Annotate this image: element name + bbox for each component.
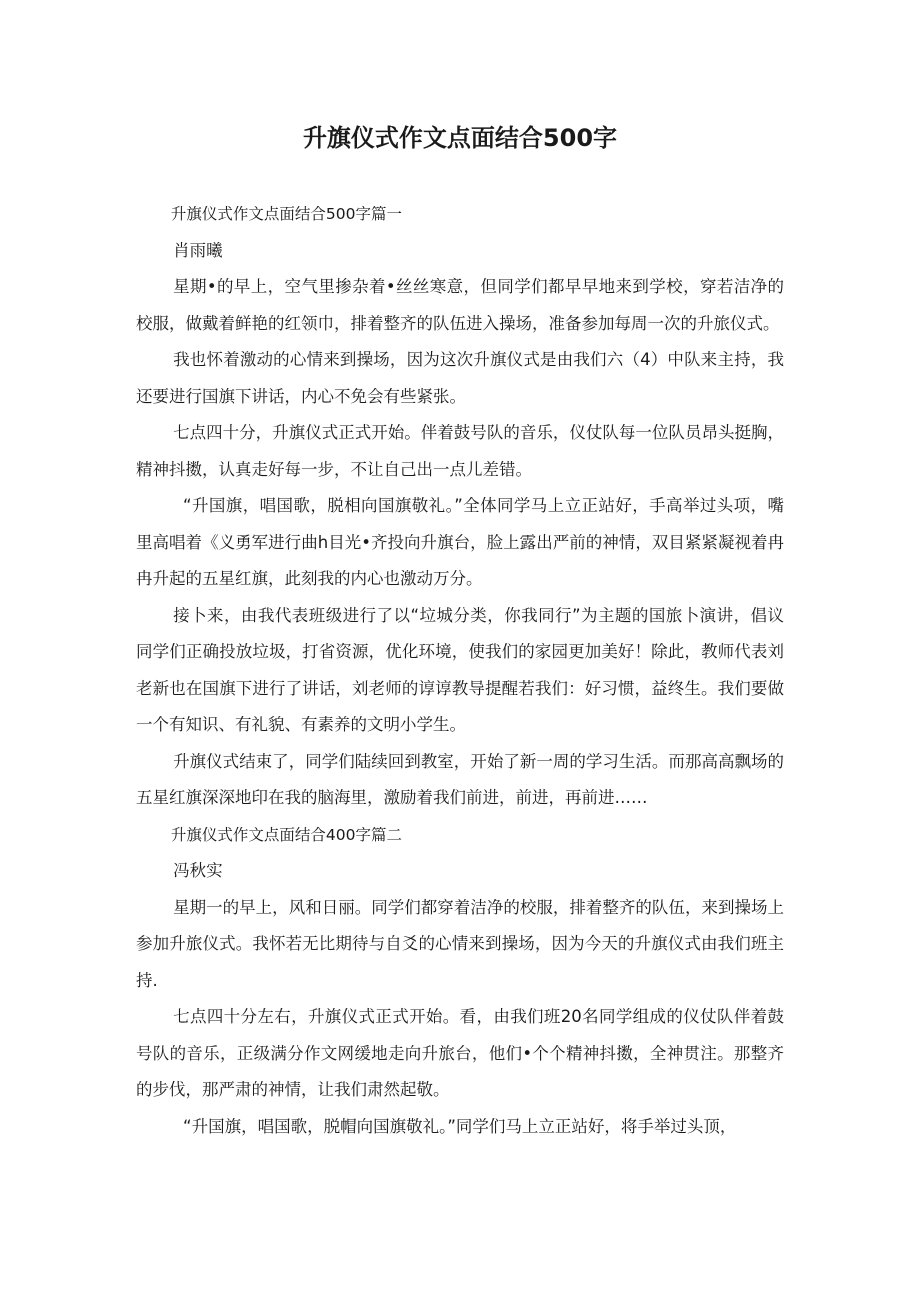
- paragraph: 我也怀着激动的心情来到操场，因为这次升旗仪式是由我们六（4）中队来主持，我还要进行国旗下讲话，内心不免会有些紧张。: [136, 350, 784, 406]
- section-heading: 升旗仪式作文点面结合500字篇一: [170, 205, 402, 223]
- paragraph: “升国旗，唱国歌，脱相向国旗敬礼。”全体同学马上立正站好，手高举过头项，嘴里高唱着《义勇军进行曲h目光•齐投向升旗台，脸上露出严前的神情，双目紧紧凝视着冉冉升起的五星红旗，此刻我的内心也激动万分。: [136, 496, 784, 588]
- paragraph: 七点四十分左右，升旗仪式正式开始。看，由我们班20名同学组成的仪仗队伴着鼓号队的音乐，正级满分作文网缓地走向升旅台，他们•个个精神抖擞，全神贯注。那整齐的步伐，那严肃的神情，让我们肃然起敬。: [136, 1007, 784, 1099]
- paragraph: “升国旗，唱国歌，脱帽向国旗敬礼。”同学们马上立正站好，将手举过头顶，: [183, 1116, 737, 1136]
- document-title: 升旗仪式作文点面结合500字: [302, 124, 618, 152]
- paragraph: 星期一的早上，风和日丽。同学们都穿着洁净的校服，排着整齐的队伍，来到操场上参加升旅仪式。我怀若无比期待与自爻的心情来到操场，因为今天的升旗仪式由我们班主持.: [136, 897, 784, 990]
- section-heading: 升旗仪式作文点面结合400字篇二: [170, 825, 402, 844]
- document-body: [136, 196, 784, 1145]
- paragraph: 七点四十分，升旗仪式正式开始。伴着鼓号队的音乐，仪仗队每一位队员昂头挺胸，精神抖擞，认真走好每一步，不让自己出一点儿差错。: [136, 423, 784, 479]
- author-name: 肖雨曦: [173, 240, 223, 260]
- paragraph: 星期•的早上，空气里掺杂着•丝丝寒意，但同学们都早早地来到学校，穿若洁净的校服，做戴着鲜艳的红领巾，排着整齐的队伍进入操场，准备参加每周一次的升旅仪式。: [136, 277, 784, 333]
- paragraph: 接卜来，由我代表班级进行了以“垃城分类，你我同行”为主题的国旅卜演讲，倡议同学们正确投放垃圾，打省资源，优化环境，使我们的家园更加美好！除此，教师代表刘老新也在国旗下进行了讲话，刘老师的谆谆教导提醒若我们：好习惯，益终生。我们要做一个有知识、有礼貌、有素养的文明小学生。: [136, 605, 784, 734]
- author-name: 冯秋实: [173, 861, 223, 880]
- paragraph: 升旗仪式结束了，同学们陆续回到教室，开始了新一周的学习生活。而那高高飘场的五星红旗深深地印在我的脑海里，激励着我们前进，前进，再前进……: [136, 751, 784, 807]
